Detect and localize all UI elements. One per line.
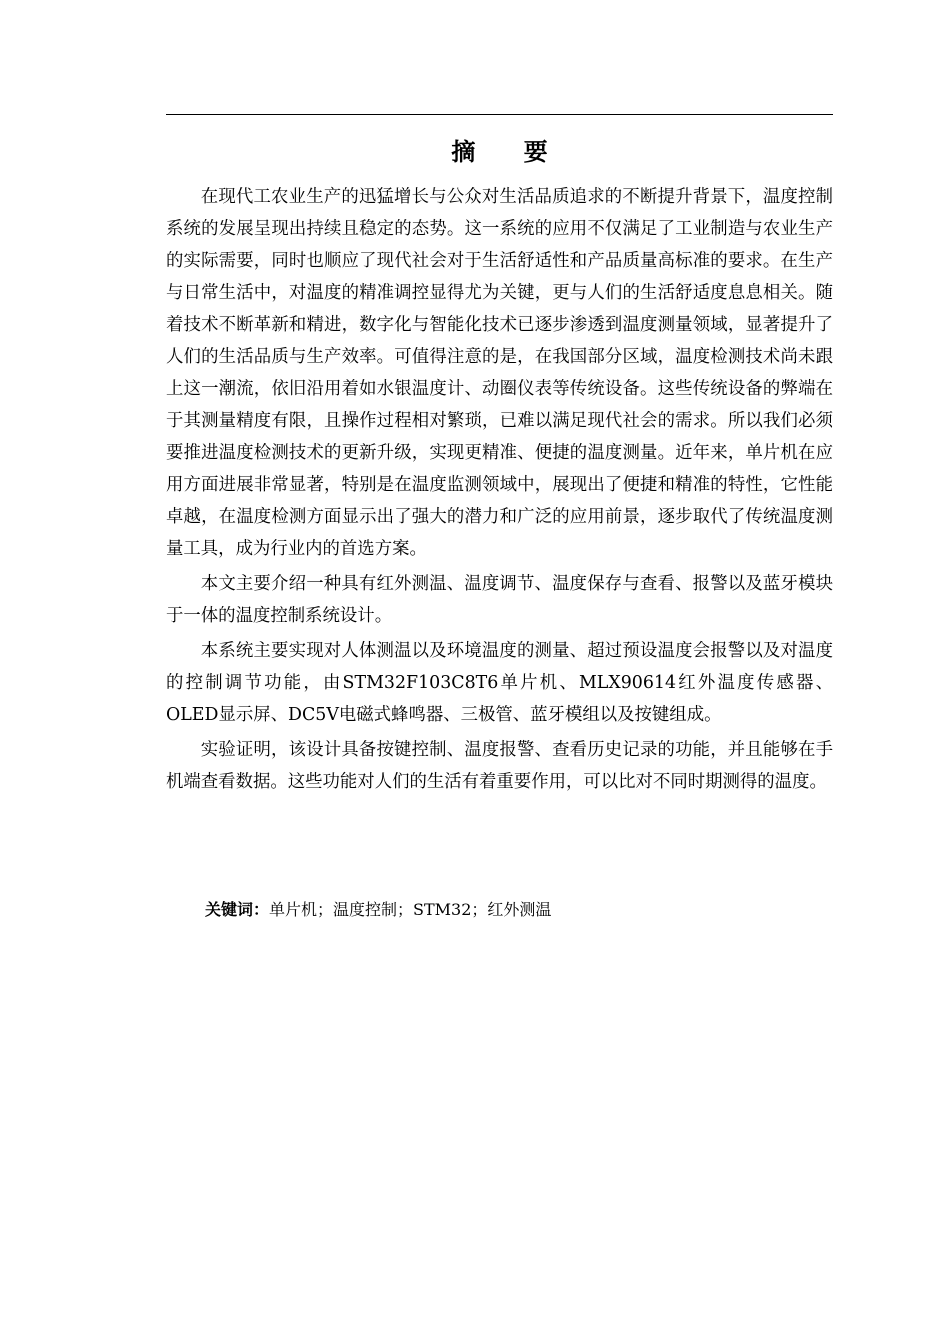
abstract-paragraph-3: 本系统主要实现对人体测温以及环境温度的测量、超过预设温度会报警以及对温度的控制调节功能，由STM32F103C8T6单片机、MLX90614红外温度传感器、OLED显示屏、DC5V电磁式蜂鸣器、三极管、蓝牙模组以及按键组成。: [166, 641, 833, 725]
keywords-value: 单片机；温度控制；STM32；红外测温: [269, 900, 552, 919]
abstract-body: [166, 181, 833, 801]
abstract-title: 摘 要: [451, 138, 568, 166]
abstract-paragraph-2: 本文主要介绍一种具有红外测温、温度调节、温度保存与查看、报警以及蓝牙模块于一体的温度控制系统设计。: [166, 574, 833, 626]
abstract-paragraph-4: 实验证明，该设计具备按键控制、温度报警、查看历史记录的功能，并且能够在手机端查看数据。这些功能对人们的生活有着重要作用，可以比对不同时期测得的温度。: [166, 740, 833, 792]
keywords-line: [205, 896, 551, 924]
keywords-label: 关键词：: [205, 900, 270, 919]
abstract-paragraph-1: 在现代工农业生产的迅猛增长与公众对生活品质追求的不断提升背景下，温度控制系统的发展呈现出持续且稳定的态势。这一系统的应用不仅满足了工业制造与农业生产的实际需要，同时也顺应了现代社会对于生活舒适性和产品质量高标准的要求。在生产与日常生活中，对温度的精准调控显得尤为关键，更与人们的生活舒适度息息相关。随着技术不断革新和精进，数字化与智能化技术已逐步渗透到温度测量领域，显著提升了人们的生活品质与生产效率。可值得注意的是，在我国部分区域，温度检测技术尚未跟上这一潮流，依旧沿用着如水银温度计、动圈仪表等传统设备。这些传统设备的弊端在于其测量精度有限，且操作过程相对繁琐，已难以满足现代社会的需求。所以我们必须要推进温度检测技术的更新升级，实现更精准、便捷的温度测量。近年来，单片机在应用方面进展非常显著，特别是在温度监测领域中，展现出了便捷和精准的特性，它性能卓越，在温度检测方面显示出了强大的潜力和广泛的应用前景，逐步取代了传统温度测量工具，成为行业内的首选方案。: [166, 187, 833, 559]
header-rule: [166, 114, 833, 115]
